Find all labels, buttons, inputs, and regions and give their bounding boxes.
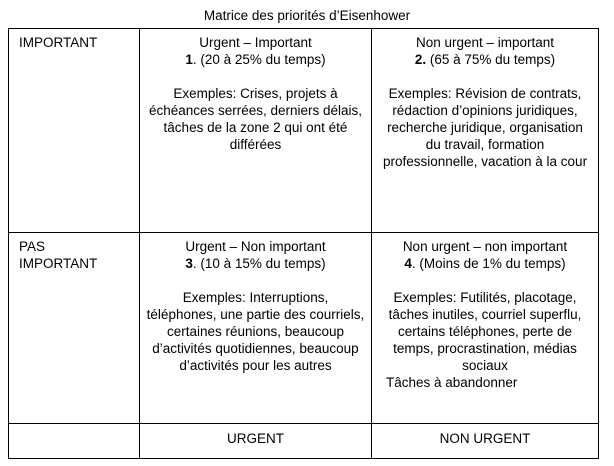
column-label-urgent-cell [140,424,372,459]
row-label-not-important: PAS IMPORTANT [19,239,98,271]
row-important [9,29,599,233]
quadrant-4-share-line [378,255,592,272]
quadrant-3-number: 3 [185,256,193,271]
quadrant-2 [372,29,599,233]
quadrant-4-share: . (Moins de 1% du temps) [411,256,566,271]
quadrant-1-share: . (20 à 25% du temps) [192,52,326,67]
quadrant-3-share-line [146,255,365,272]
quadrant-1-number: 1 [185,52,193,67]
quadrant-4-heading: Non urgent – non important [402,239,568,254]
column-label-not-urgent: NON URGENT [439,431,531,446]
quadrant-1-heading: Urgent – Important [199,35,312,50]
quadrant-4-number: 4 [404,256,412,271]
row-label-important: IMPORTANT [19,35,98,50]
row-not-important [9,233,599,424]
quadrant-1 [140,29,372,233]
quadrant-2-examples: Exemples: Révision de contrats, rédaction d’opinions juridiques, recherche juridique, organisation du travail, formation professionnelle, vacation à la cour [382,86,588,169]
corner-cell [9,424,140,459]
quadrant-1-share-line [146,51,365,68]
quadrant-2-number: 2. [414,52,427,67]
quadrant-4-extra: Tâches à abandonner [386,375,518,390]
column-label-not-urgent-cell [372,424,599,459]
eisenhower-matrix-table [8,28,599,459]
quadrant-2-share-line [378,51,592,68]
quadrant-1-examples: Exemples: Crises, projets à échéances serrées, derniers délais, tâches de la zone 2 qui ont été différées [148,86,363,152]
quadrant-4-examples: Exemples: Futilités, placotage, tâches inutiles, courriel superflu, certains téléphones, perte de temps, procrastination, médias sociaux [388,290,582,373]
column-label-urgent: URGENT [227,431,284,446]
row-label-not-important-cell [9,233,140,424]
quadrant-3-examples: Exemples: Interruptions, téléphones, une partie des courriels, certaines réunions, beaucoup d’activités quotidiennes, beaucoup d’activités pour les autres [146,290,365,373]
row-column-labels [9,424,599,459]
quadrant-2-heading: Non urgent – important [415,35,555,50]
row-label-important-cell [9,29,140,233]
quadrant-3 [140,233,372,424]
page-title: Matrice des priorités d’Eisenhower [203,8,411,23]
quadrant-3-heading: Urgent – Non important [185,239,326,254]
quadrant-3-share: . (10 à 15% du temps) [192,256,326,271]
quadrant-4 [372,233,599,424]
quadrant-2-share: (65 à 75% du temps) [426,52,556,67]
